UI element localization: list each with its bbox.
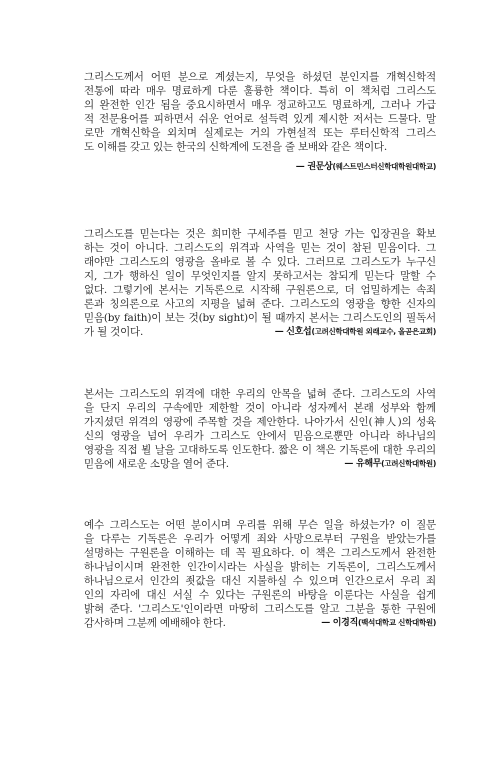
paragraph-line: 인의 자리에 대신 서실 수 있다는 구원론의 바탕을 이룬다는 사실을 쉽게 [84, 589, 436, 601]
endorsement-yoo [84, 387, 436, 471]
author-name: — 권문상 [295, 162, 333, 172]
author-affiliation: (고려신학대학원) [381, 459, 436, 468]
author-affiliation: (웨스트민스터신학대학원대학교) [332, 162, 436, 171]
paragraph-line: 하나님으로서 인간의 죗값을 대신 지불하실 수 있으며 인간으로서 우리 죄 [84, 575, 436, 587]
paragraph-line: 적 전문용어를 피하면서 쉬운 언어로 설득력 있게 제시한 저서는 드물다. 말 [84, 113, 436, 125]
paragraph-line: 믿음에 새로운 소망을 열어 준다. [84, 458, 229, 470]
paragraph-line: 본서는 그리스도의 위격에 대한 우리의 안목을 넓혀 준다. 그리스도의 사역 [84, 388, 436, 400]
paragraph-line: 하나님이시며 완전한 인간이시라는 사실을 밝히는 기독론이, 그리스도께서 [84, 561, 436, 573]
paragraph-line: 가지셨던 위격의 영광에 주목할 것을 제안한다. 나아가서 신인(神人)의 성육 [84, 416, 436, 428]
paragraph-line: 없다. 그렇기에 본서는 기독론으로 시작해 구원론으로, 더 엄밀하게는 속죄 [84, 284, 436, 296]
paragraph-line-with-attribution [84, 616, 436, 630]
paragraph-line: 론과 칭의론으로 사고의 지평을 넓혀 준다. 그리스도의 영광을 향한 신자의 [84, 298, 436, 310]
paragraph-line: 도 이해를 갖고 있는 한국의 신학계에 도전을 줄 보배와 같은 책이다. [84, 141, 387, 153]
endorsement-lee [84, 518, 436, 630]
paragraph-line: 그리스도를 믿는다는 것은 희미한 구세주를 믿고 천당 가는 입장권을 확보 [84, 228, 436, 240]
paragraph-line: 래야만 그리스도의 영광을 올바로 볼 수 있다. 그러므로 그리스도가 누구신 [84, 256, 436, 268]
paragraph-line: 영광을 직접 뵐 날을 고대하도록 인도한다. 짧은 이 책은 기독론에 대한 우리의 [84, 444, 436, 456]
author-name: — 신호섭 [274, 327, 312, 337]
endorsement-attribution [321, 616, 436, 630]
author-name: — 유해무 [344, 459, 382, 469]
author-affiliation: (백석대학교 신학대학원) [357, 618, 436, 627]
endorsement-attribution [84, 160, 436, 174]
paragraph-line: 을 다루는 기독론은 우리가 어떻게 죄와 사망으로부터 구원을 받았는가를 [84, 533, 436, 545]
author-name: — 이경직 [321, 618, 358, 628]
paragraph-line: 지, 그가 행하신 일이 무엇인지를 알지 못하고서는 참되게 믿는다 말할 수 [84, 270, 436, 282]
endorsement-kwon [84, 70, 436, 174]
paragraph-line: 그리스도께서 어떤 분으로 계셨는지, 무엇을 하셨던 분인지를 개혁신학적 [84, 71, 436, 83]
paragraph-line-with-attribution [84, 325, 436, 339]
paragraph-line: 의 완전한 인간 됨을 중요시하면서 매우 정교하고도 명료하게, 그러나 가급 [84, 99, 436, 111]
endorsement-shin [84, 227, 436, 339]
paragraph-line: 설명하는 구원론을 이해하는 데 꼭 필요하다. 이 책은 그리스도께서 완전한 [84, 547, 436, 559]
paragraph-line: 을 단지 우리의 구속에만 제한할 것이 아니라 성자께서 본래 성부와 함께 [84, 402, 436, 414]
endorsement-attribution [344, 457, 436, 471]
paragraph-line: 신의 영광을 넘어 우리가 그리스도 안에서 믿음으로뿐만 아니라 하나님의 [84, 430, 436, 442]
paragraph-line-with-attribution [84, 457, 436, 471]
paragraph-line: 하는 것이 아니다. 그리스도의 위격과 사역을 믿는 것이 참된 믿음이다. 그 [84, 242, 436, 254]
paragraph-line: 로만 개혁신학을 외치며 실제로는 거의 가현설적 또는 루터신학적 그리스 [84, 127, 436, 139]
paragraph-line: 예수 그리스도는 어떤 분이시며 우리를 위해 무슨 일을 하셨는가? 이 질문 [84, 519, 436, 531]
paragraph-line: 믿음(by faith)이 보는 것(by sight)이 될 때까지 본서는 그리스도인의 필독서 [84, 312, 436, 324]
paragraph-line: 전통에 따라 매우 명료하게 다룬 훌륭한 책이다. 특히 이 책처럼 그리스도 [84, 85, 436, 97]
endorsement-attribution [275, 325, 436, 339]
author-affiliation: (고려신학대학원 외래교수, 올곧은교회) [311, 327, 436, 336]
paragraph-line: 밝혀 준다. '그리스도'인이라면 마땅히 그리스도를 알고 그분을 통한 구원에 [84, 603, 436, 615]
paragraph-line: 감사하며 그분께 예배해야 한다. [84, 617, 226, 629]
paragraph-line: 가 될 것이다. [84, 326, 144, 338]
